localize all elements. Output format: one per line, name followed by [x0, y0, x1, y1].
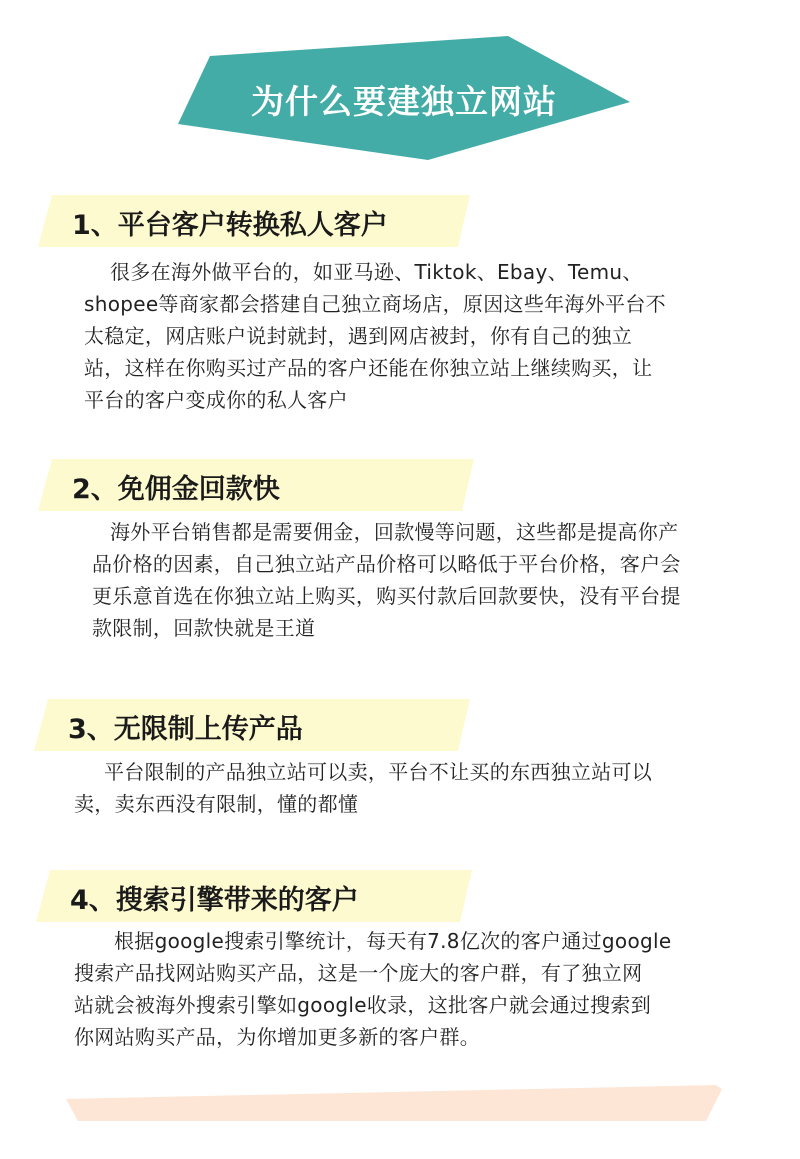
section-body-3 — [74, 756, 652, 820]
section-body-1 — [84, 256, 666, 416]
footer-bar-shape — [66, 1085, 722, 1121]
body-line: shopee等商家都会搭建自己独立商场店，原因这些年海外平台不 — [84, 292, 666, 316]
section-heading-label: 1、平台客户转换私人客户 — [72, 210, 388, 241]
body-line: 搜索产品找网站购买产品，这是一个庞大的客户群，有了独立网 — [74, 961, 643, 985]
section-heading-3 — [34, 699, 470, 751]
body-line: 款限制，回款快就是王道 — [92, 616, 316, 640]
section-heading-label: 2、免佣金回款快 — [72, 474, 280, 505]
body-line: 平台限制的产品独立站可以卖，平台不让买的东西独立站可以 — [104, 760, 653, 784]
body-line: 太稳定，网店账户说封就封，遇到网店被封，你有自己的独立 — [84, 324, 633, 348]
body-line: 很多在海外做平台的，如亚马逊、Tiktok、Ebay、Temu、 — [110, 260, 643, 284]
body-line: 卖，卖东西没有限制，懂的都懂 — [74, 792, 359, 816]
page-title: 为什么要建独立网站 — [251, 82, 557, 121]
section-heading-label: 4、搜索引擎带来的客户 — [70, 885, 359, 916]
body-line: 海外平台销售都是需要佣金，回款慢等问题，这些都是提高你产 — [110, 520, 679, 544]
section-heading-2 — [38, 459, 474, 511]
title-banner — [178, 36, 630, 160]
body-line: 品价格的因素，自己独立站产品价格可以略低于平台价格，客户会 — [92, 552, 681, 576]
body-line: 站，这样在你购买过产品的客户还能在你独立站上继续购买，让 — [84, 356, 653, 380]
section-body-4 — [74, 925, 671, 1053]
body-line: 站就会被海外搜索引擎如google收录，这批客户就会通过搜索到 — [74, 993, 652, 1017]
body-line: 根据google搜索引擎统计，每天有7.8亿次的客户通过google — [114, 929, 672, 953]
section-heading-1 — [38, 195, 470, 247]
section-heading-4 — [36, 870, 472, 922]
body-line: 更乐意首选在你独立站上购买，购买付款后回款要快，没有平台提 — [92, 584, 681, 608]
body-line: 你网站购买产品，为你增加更多新的客户群。 — [74, 1025, 480, 1049]
section-heading-label: 3、无限制上传产品 — [68, 714, 303, 745]
section-body-2 — [92, 516, 681, 644]
body-line: 平台的客户变成你的私人客户 — [84, 388, 348, 412]
footer-decoration — [66, 1085, 722, 1121]
